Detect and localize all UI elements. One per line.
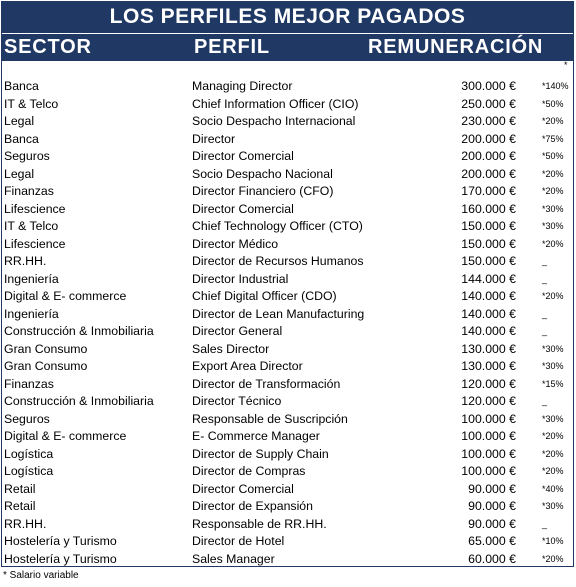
cell-remuneracion: 150.000 €: [461, 254, 516, 268]
cell-remuneracion: 160.000 €: [461, 201, 516, 216]
cell-perfil: E- Commerce Manager: [192, 429, 320, 443]
cell-variable: *30%: [542, 221, 564, 231]
cell-perfil: Socio Despacho Internacional: [192, 114, 356, 128]
table-row: [2, 218, 573, 236]
cell-perfil: Director Médico: [192, 236, 279, 251]
cell-sector: RR.HH.: [4, 516, 47, 531]
cell-variable: *20%: [542, 116, 564, 126]
cell-sector: Ingeniería: [4, 271, 59, 286]
cell-remuneracion: 120.000 €: [461, 376, 516, 391]
table-row: [2, 551, 573, 569]
column-header-perfil: PERFIL: [194, 36, 270, 58]
cell-variable: _: [542, 256, 548, 266]
cell-perfil: Director: [192, 131, 236, 146]
table-row: [2, 481, 573, 499]
cell-sector: Gran Consumo: [4, 341, 88, 356]
cell-sector: Construcción & Inmobiliaria: [4, 394, 154, 408]
footnote: * Salario variable: [3, 570, 79, 581]
cell-variable: _: [542, 273, 548, 284]
variable-column-marker: *: [564, 60, 568, 70]
cell-variable: *40%: [542, 483, 564, 494]
table-row: [2, 78, 573, 96]
table-body: [2, 78, 573, 568]
cell-variable: *30%: [542, 343, 564, 354]
cell-remuneracion: 144.000 €: [461, 271, 516, 286]
cell-variable: *20%: [542, 168, 564, 179]
column-header-sector: SECTOR: [4, 36, 92, 58]
cell-perfil: Director Comercial: [192, 149, 294, 163]
cell-perfil: Director Comercial: [192, 201, 294, 216]
cell-sector: Legal: [4, 166, 35, 181]
cell-sector: Hostelería y Turismo: [4, 551, 117, 566]
cell-variable: *20%: [542, 553, 564, 564]
cell-remuneracion: 100.000 €: [461, 429, 516, 443]
cell-perfil: Director de Compras: [192, 464, 306, 478]
cell-variable: *30%: [542, 361, 564, 371]
table-row: [2, 463, 573, 481]
table-row: [2, 533, 573, 551]
cell-sector: Hostelería y Turismo: [4, 534, 117, 548]
cell-perfil: Socio Despacho Nacional: [192, 166, 333, 181]
cell-perfil: Director de Supply Chain: [192, 446, 329, 461]
cell-sector: Legal: [4, 114, 35, 128]
table-row: [2, 131, 573, 149]
cell-sector: Digital & E- commerce: [4, 429, 127, 443]
cell-variable: _: [542, 396, 548, 406]
cell-variable: *20%: [542, 238, 564, 249]
cell-sector: Retail: [4, 499, 36, 513]
cell-remuneracion: 100.000 €: [461, 446, 516, 461]
table-row: [2, 236, 573, 254]
cell-remuneracion: 200.000 €: [461, 149, 516, 163]
cell-variable: *20%: [542, 291, 564, 301]
cell-remuneracion: 150.000 €: [461, 236, 516, 251]
cell-remuneracion: 140.000 €: [461, 306, 516, 321]
cell-remuneracion: 300.000 €: [461, 79, 516, 93]
cell-remuneracion: 250.000 €: [461, 96, 516, 111]
cell-remuneracion: 90.000 €: [468, 516, 516, 531]
cell-variable: *30%: [542, 501, 564, 511]
cell-sector: Retail: [4, 481, 36, 496]
column-header-remuneracion: REMUNERACIÓN: [368, 36, 544, 58]
cell-perfil: Director Técnico: [192, 394, 282, 408]
cell-perfil: Director Industrial: [192, 271, 289, 286]
table-row: [2, 358, 573, 376]
cell-remuneracion: 100.000 €: [461, 411, 516, 426]
table-row: [2, 253, 573, 271]
table-row: [2, 271, 573, 289]
cell-variable: *140%: [542, 81, 569, 91]
cell-perfil: Director de Transformación: [192, 376, 341, 391]
cell-remuneracion: 200.000 €: [461, 166, 516, 181]
table-row: [2, 341, 573, 359]
cell-remuneracion: 150.000 €: [461, 219, 516, 233]
table-row: [2, 393, 573, 411]
cell-remuneracion: 200.000 €: [461, 131, 516, 146]
cell-variable: *30%: [542, 203, 564, 214]
cell-perfil: Sales Director: [192, 341, 270, 356]
table-row: [2, 201, 573, 219]
cell-sector: Seguros: [4, 411, 50, 426]
cell-perfil: Director Financiero (CFO): [192, 184, 334, 198]
cell-variable: _: [542, 518, 548, 529]
cell-variable: _: [542, 308, 548, 319]
cell-remuneracion: 230.000 €: [461, 114, 516, 128]
cell-sector: Ingeniería: [4, 306, 59, 321]
cell-sector: Finanzas: [4, 376, 54, 391]
table-row: [2, 96, 573, 114]
cell-remuneracion: 130.000 €: [461, 359, 516, 373]
cell-remuneracion: 130.000 €: [461, 341, 516, 356]
cell-sector: Seguros: [4, 149, 50, 163]
cell-perfil: Director de Recursos Humanos: [192, 254, 364, 268]
cell-perfil: Director de Lean Manufacturing: [192, 306, 365, 321]
cell-remuneracion: 120.000 €: [461, 394, 516, 408]
cell-perfil: Director Comercial: [192, 481, 294, 496]
cell-perfil: Director de Expansión: [192, 499, 313, 513]
cell-variable: *20%: [542, 186, 564, 196]
cell-variable: *50%: [542, 98, 564, 109]
cell-perfil: Chief Technology Officer (CTO): [192, 219, 363, 233]
table-row: [2, 148, 573, 166]
table-row: [2, 516, 573, 534]
cell-remuneracion: 100.000 €: [461, 464, 516, 478]
cell-perfil: Chief Information Officer (CIO): [192, 96, 359, 111]
cell-sector: Banca: [4, 131, 39, 146]
cell-perfil: Sales Manager: [192, 551, 275, 566]
table-row: [2, 428, 573, 446]
table-row: [2, 288, 573, 306]
table-row: [2, 446, 573, 464]
cell-sector: Logística: [4, 446, 54, 461]
cell-variable: *20%: [542, 448, 564, 459]
cell-variable: *50%: [542, 151, 564, 161]
cell-variable: *20%: [542, 466, 564, 476]
cell-sector: Banca: [4, 79, 39, 93]
table-row: [2, 113, 573, 131]
cell-perfil: Chief Digital Officer (CDO): [192, 289, 337, 303]
table-row: [2, 498, 573, 516]
cell-sector: Construcción & Inmobiliaria: [4, 324, 154, 338]
cell-remuneracion: 170.000 €: [461, 184, 516, 198]
cell-sector: IT & Telco: [4, 96, 59, 111]
table-header: [2, 2, 573, 61]
table-row: [2, 166, 573, 184]
cell-perfil: Director de Hotel: [192, 534, 285, 548]
cell-remuneracion: 140.000 €: [461, 324, 516, 338]
cell-variable: *20%: [542, 431, 564, 441]
cell-sector: Logística: [4, 464, 54, 478]
table-row: [2, 411, 573, 429]
cell-remuneracion: 65.000 €: [468, 534, 516, 548]
cell-perfil: Export Area Director: [192, 359, 303, 373]
cell-variable: *30%: [542, 413, 564, 424]
cell-sector: Finanzas: [4, 184, 54, 198]
cell-variable: *10%: [542, 536, 564, 546]
page-title: LOS PERFILES MEJOR PAGADOS: [109, 5, 466, 28]
cell-sector: Lifescience: [4, 201, 66, 216]
cell-sector: RR.HH.: [4, 254, 47, 268]
cell-sector: Lifescience: [4, 236, 66, 251]
cell-sector: IT & Telco: [4, 219, 59, 233]
table-row: [2, 323, 573, 341]
table-row: [2, 306, 573, 324]
cell-remuneracion: 60.000 €: [468, 551, 516, 566]
header-divider: [2, 33, 573, 34]
cell-perfil: Managing Director: [192, 79, 293, 93]
table-row: [2, 183, 573, 201]
cell-variable: _: [542, 326, 548, 336]
cell-remuneracion: 90.000 €: [468, 499, 516, 513]
cell-sector: Digital & E- commerce: [4, 289, 127, 303]
cell-perfil: Responsable de Suscripción: [192, 411, 348, 426]
table-row: [2, 376, 573, 394]
cell-remuneracion: 140.000 €: [461, 289, 516, 303]
cell-variable: *15%: [542, 378, 564, 389]
cell-remuneracion: 90.000 €: [468, 481, 516, 496]
cell-sector: Gran Consumo: [4, 359, 88, 373]
cell-variable: *75%: [542, 133, 564, 144]
cell-perfil: Responsable de RR.HH.: [192, 516, 327, 531]
cell-perfil: Director General: [192, 324, 283, 338]
